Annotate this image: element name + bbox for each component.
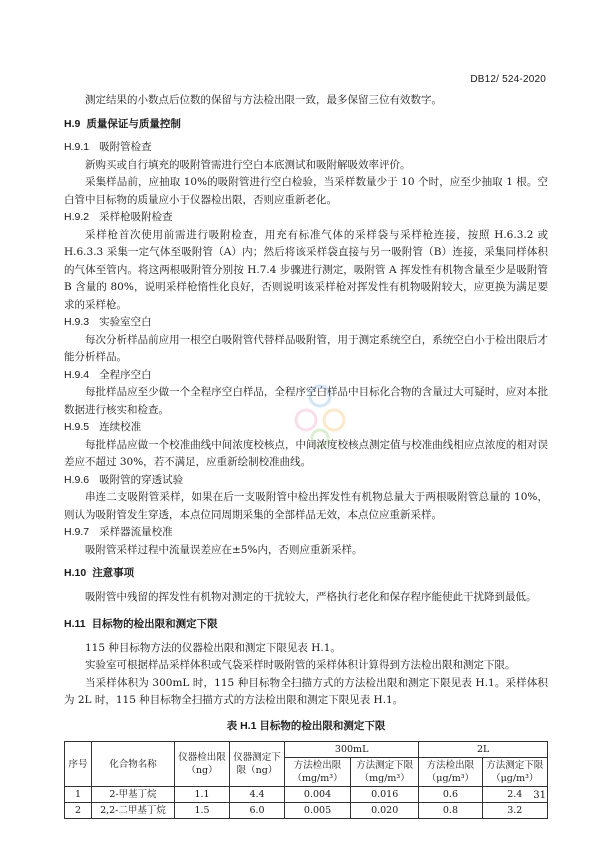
doc-number: DB12/ 524-2020 <box>470 74 546 85</box>
col-group-300ml: 300mL <box>285 742 419 758</box>
section-h9-heading: H.9 质量保证与质量控制 <box>64 117 181 130</box>
h11-paragraph: 115 种目标物方法的仪器检出限和测定下限见表 H.1。 <box>85 641 341 654</box>
col-name: 化合物名称 <box>92 742 175 787</box>
h11-paragraph: 实验室可根据样品采样体积或气袋采样时吸附管的采样体积计算得到方法检出限和测定下限。 <box>85 659 516 671</box>
table-caption: 表 H.1 目标物的检出限和测定下限 <box>226 719 386 732</box>
h9-3-paragraph: 每次分析样品前应用一根空白吸附管代替样品吸附管，用于测定系统空白，系统空白小于检出限后才能分析样品。 <box>64 333 548 363</box>
section-h9-4-heading: H.9.4 全程序空白 <box>64 368 152 381</box>
col-mql-2l: 方法测定下限（μg/m³） <box>482 758 547 787</box>
h9-6-paragraph: 串连二支吸附管采样，如果在后一支吸附管中检出挥发性有机物总量大于两根吸附管总量的 10%，则认为吸附管发生穿透，本点位同周期采集的全部样品无效，本点位应重新采样。 <box>64 491 548 521</box>
page-content <box>64 92 548 819</box>
h11-paragraph: 当采样体积为 300mL 时，115 种目标物全扫描方式的方法检出限和测定下限见表 H.1。采样体积为 2L 时，115 种目标物全扫描方式的方法检出限和测定下限见表 H.1。 <box>64 676 548 706</box>
section-h9-6-heading: H.9.6 吸附管的穿透试验 <box>64 473 184 486</box>
h9-2-paragraph: 采样枪首次使用前需进行吸附检查，用充有标准气体的采样袋与采样枪连接，按照 H.6.3.2 或 H.6.3.3 采集一定气体至吸附管（A）内；然后将该采样袋直接与另一吸附管（B）连接，采集同样体积的气体至管内。将这两根吸附管分别按 H.7.4 步骤进行测定，吸附管 A 挥发性有机物含量至少是吸附管 B 含量的 80%，说明采样枪惰性化良好，否则说明该采样枪对挥发性有机物吸附较大，应更换为满足要求的采样枪。 <box>64 228 548 311</box>
h9-1-paragraph: 新购买或自行填充的吸附管需进行空白本底测试和吸附解吸效率评价。 <box>85 158 411 171</box>
col-mdl-300: 方法检出限（mg/m³） <box>285 758 351 787</box>
intro-paragraph: 测定结果的小数点后位数的保留与方法检出限一致，最多保留三位有效数字。 <box>85 94 442 106</box>
section-h9-1-heading: H.9.1 吸附管检查 <box>64 141 152 153</box>
col-group-2l: 2L <box>419 742 548 758</box>
col-seq: 序号 <box>65 742 92 787</box>
h9-5-paragraph: 每批样品应做一个校准曲线中间浓度校核点，中间浓度校核点测定值与校准曲线相应点浓度的相对误差应不超过 30%，若不满足，应重新绘制校准曲线。 <box>64 438 548 468</box>
detection-limits-table <box>64 741 548 819</box>
table-row: 1 2-甲基丁烷 1.1 4.4 0.004 0.016 0.6 2.4 <box>65 787 548 803</box>
section-h10-heading: H.10 注意事项 <box>64 567 135 579</box>
section-h9-3-heading: H.9.3 实验室空白 <box>64 316 152 328</box>
h9-1-paragraph: 采集样品前，应抽取 10%的吸附管进行空白检验，当采样数量少于 10 个时，应至少抽取 1 根。空白管中目标物的质量应小于仪器检出限，否则应重新老化。 <box>64 176 548 206</box>
section-h9-7-heading: H.9.7 采样器流量校准 <box>64 526 173 538</box>
h9-7-paragraph: 吸附管采样过程中流量误差应在±5%内，否则应重新采样。 <box>85 543 363 556</box>
table-row: 2 2,2-二甲基丁烷 1.5 6.0 0.005 0.020 0.8 3.2 <box>65 803 548 819</box>
col-mdl-2l: 方法检出限（μg/m³） <box>419 758 482 787</box>
col-idl: 仪器检出限（ng） <box>175 742 230 787</box>
col-iql: 仪器测定下限（ng） <box>230 742 285 787</box>
h9-4-paragraph: 每批样品应至少做一个全程序空白样品，全程序空白样品中目标化合物的含量过大可疑时，应对本批数据进行核实和检查。 <box>64 386 548 416</box>
page-number: 31 <box>533 790 546 801</box>
col-mql-300: 方法测定下限（mg/m³） <box>351 758 419 787</box>
section-h9-5-heading: H.9.5 连续校准 <box>64 421 142 433</box>
section-h9-2-heading: H.9.2 采样枪吸附检查 <box>64 211 173 223</box>
section-h11-heading: H.11 目标物的检出限和测定下限 <box>64 618 218 630</box>
h10-paragraph: 吸附管中残留的挥发性有机物对测定的干扰较大，严格执行老化和保存程序能使此干扰降到最低。 <box>85 590 537 603</box>
